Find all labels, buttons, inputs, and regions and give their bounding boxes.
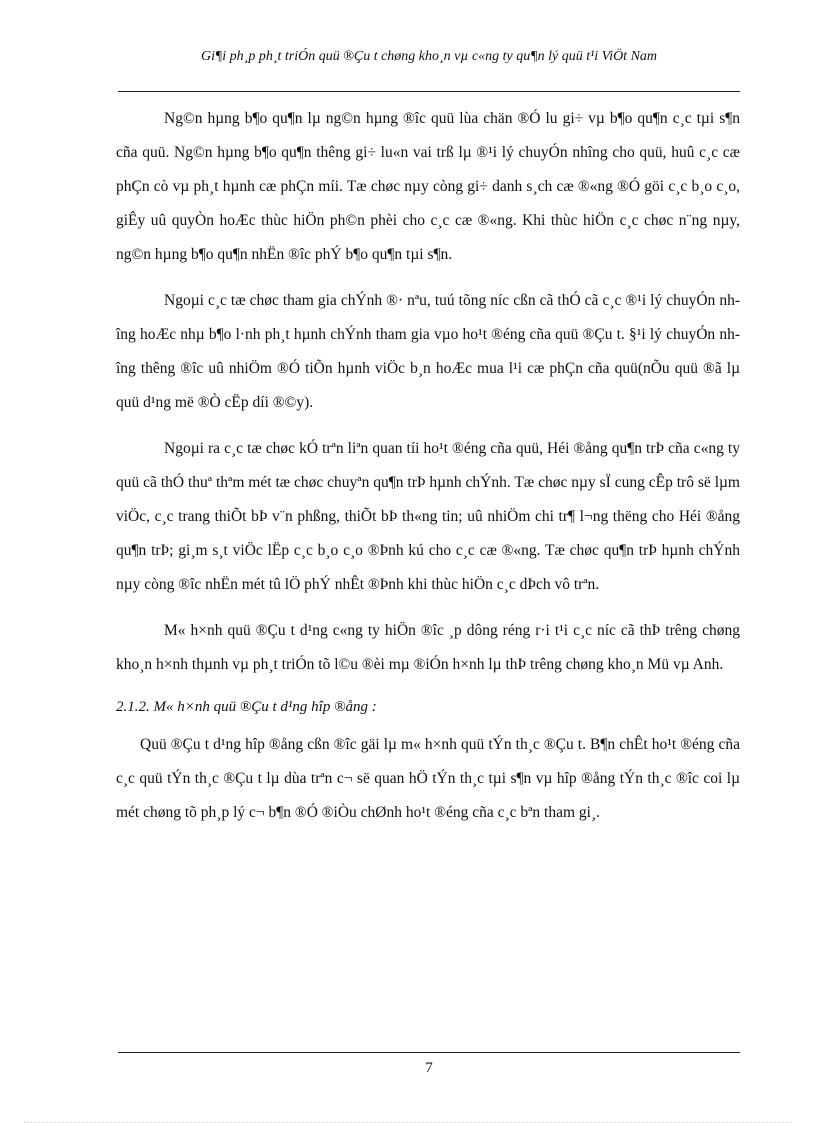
document-body [116,102,740,842]
paragraph-custodian-bank: Ng©n hµng b¶o qu¶n lµ ng©n hµng ®îc quü lùa chän ®Ó lu gi÷ vµ b¶o qu¶n c¸c tµi s¶n cña quü. Ng©n hµng b¶o qu¶n thêng gi÷ lu«n vai trß lµ ®¹i lý chuyÓn nhîng cho quü, huû c¸c cæ phÇn cò vµ ph¸t hµnh cæ phÇn míi. Tæ chøc nµy còng gi÷ danh s¸ch cæ ®«ng ®Ó göi c¸c b¸o c¸o, giÊy uû quyÒn hoÆc thùc hiÖn ph©n phèi cho c¸c cæ ®«ng. Khi thùc hiÖn c¸c chøc n¨ng nµy, ng©n hµng b¶o qu¶n nhËn ®îc phÝ b¶o qu¶n tµi s¶n. [116,110,740,263]
section-subheading: 2.1.2. M« h×nh quü ®Çu t d¹ng hîp ®ång : [116,699,377,715]
footer-rule [118,1052,740,1053]
paragraph-contract-model: Quü ®Çu t d¹ng hîp ®ång cßn ®îc gäi lµ m« h×nh quü tÝn th¸c ®Çu t. B¶n chÊt ho¹t ®éng cña c¸c quü tÝn th¸c ®Çu t lµ dùa trªn c¬ së quan hÖ tÝn th¸c tµi s¶n vµ hîp ®ång tÝn th¸c ®îc coi lµ mét chøng tõ ph¸p lý c¬ b¶n ®Ó ®iÒu chØnh ho¹t ®éng cña c¸c bªn tham gi¸. [116,736,740,821]
header-rule [118,91,740,92]
running-header: Gi¶i ph¸p ph¸t triÓn quü ®Çu t chøng kho¸n vµ c«ng ty qu¶n lý quü t¹i ViÖt Nam [200,49,658,64]
page-number: 7 [425,1060,433,1076]
paragraph-company-model: M« h×nh quü ®Çu t d¹ng c«ng ty hiÖn ®îc ¸p dông réng r·i t¹i c¸c níc cã thÞ trêng chøng kho¸n h×nh thµnh vµ ph¸t triÓn tõ l©u ®èi mµ ®iÓn h×nh lµ thÞ trêng chøng kho¸n Mü vµ Anh. [116,622,740,673]
paragraph-administration: Ngoµi ra c¸c tæ chøc kÓ trªn liªn quan tíi ho¹t ®éng cña quü, Héi ®ång qu¶n trÞ cña c«ng ty quü cã thÓ thuª thªm mét tæ chøc chuyªn qu¶n trÞ hµnh chÝnh. Tæ chøc nµy sÏ cung cÊp trô së lµm viÖc, c¸c trang thiÕt bÞ v¨n phßng, thiÕt bÞ th«ng tin; uû nhiÖm chi tr¶ l¬ng thëng cho Héi ®ång qu¶n trÞ; gi¸m s¸t viÖc lËp c¸c b¸o c¸o ®Þnh kú cho c¸c cæ ®«ng. Tæ chøc qu¶n trÞ hµnh chÝnh nµy còng ®îc nhËn mét tû lÖ phÝ nhÊt ®Þnh khi thùc hiÖn c¸c dÞch vô trªn. [116,440,740,593]
paragraph-transfer-agents: Ngoµi c¸c tæ chøc tham gia chÝnh ®· nªu, tuú tõng níc cßn cã thÓ cã c¸c ®¹i lý chuyÓn nhîng hoÆc nhµ b¶o l·nh ph¸t hµnh chÝnh tham gia vµo ho¹t ®éng cña quü ®Çu t. §¹i lý chuyÓn nhîng thêng ®îc uû nhiÖm ®Ó tiÕn hµnh viÖc b¸n hoÆc mua l¹i cæ phÇn cña quü(nÕu quü ®ã lµ quü d¹ng më ®Ò cËp díi ®©y). [116,292,740,411]
